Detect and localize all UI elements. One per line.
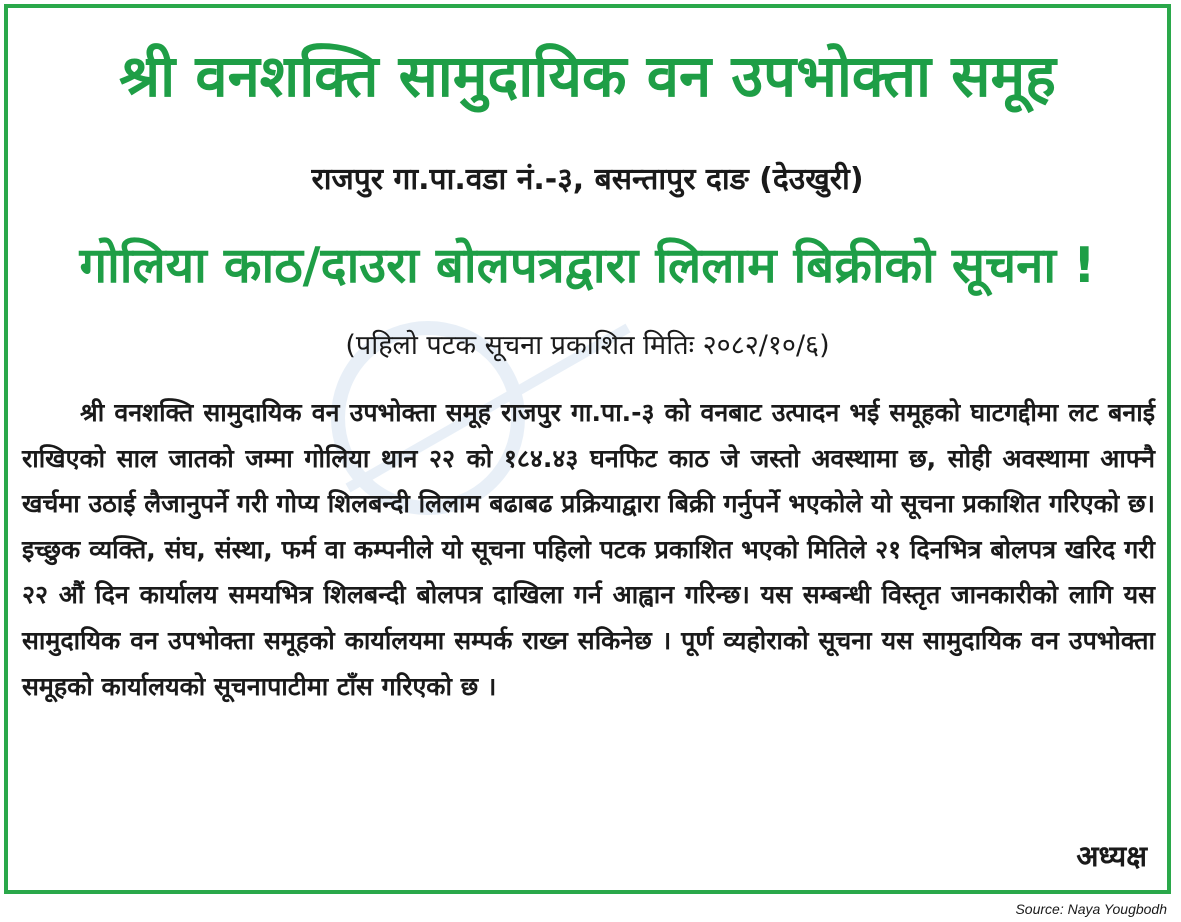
organization-title: श्री वनशक्ति सामुदायिक वन उपभोक्ता समूह	[119, 42, 1056, 110]
notice-heading: गोलिया काठ/दाउरा बोलपत्रद्वारा लिलाम बिक्रीको सूचना !	[79, 237, 1096, 294]
signature: अध्यक्ष	[1076, 839, 1147, 873]
organization-address: राजपुर गा.पा.वडा नं.-३, बसन्तापुर दाङ (देउखुरी)	[311, 162, 864, 197]
notice-body: श्री वनशक्ति सामुदायिक वन उपभोक्ता समूह राजपुर गा.पा.-३ को वनबाट उत्पादन भई समूहको घाटगद्दीमा लट बनाई राखिएको साल जातको जम्मा गोलिया थान २२ को १८४.४३ घनफिट काठ जे जस्तो अवस्थामा छ, सोही अवस्थामा आफ्नै खर्चमा उठाई लैजानुपर्ने गरी गोप्य शिलबन्दी लिलाम बढाबढ प्रक्रियाद्वारा बिक्री गर्नुपर्ने भएकोले यो सूचना प्रकाशित गरिएको छ। इच्छुक व्यक्ति, संघ, संस्था, फर्म वा कम्पनीले यो सूचना पहिलो पटक प्रकाशित भएको मितिले २१ दिनभित्र बोलपत्र खरिद गरी २२ औं दिन कार्यालय समयभित्र शिलबन्दी बोलपत्र दाखिला गर्न आह्वान गरिन्छ। यस सम्बन्धी विस्तृत जानकारीको लागि यस सामुदायिक वन उपभोक्ता समूहको कार्यालयमा सम्पर्क राख्न सकिनेछ । पूर्ण व्यहोराको सूचना यस सामुदायिक वन उपभोक्ता समूहको कार्यालयको सूचनापाटीमा टाँस गरिएको छ ।	[22, 398, 1155, 701]
notice-frame	[4, 4, 1171, 894]
publish-date: (पहिलो पटक सूचना प्रकाशित मितिः २०८२/१०/६)	[345, 330, 830, 361]
source-credit: Source: Naya Yougbodh	[1015, 901, 1167, 917]
